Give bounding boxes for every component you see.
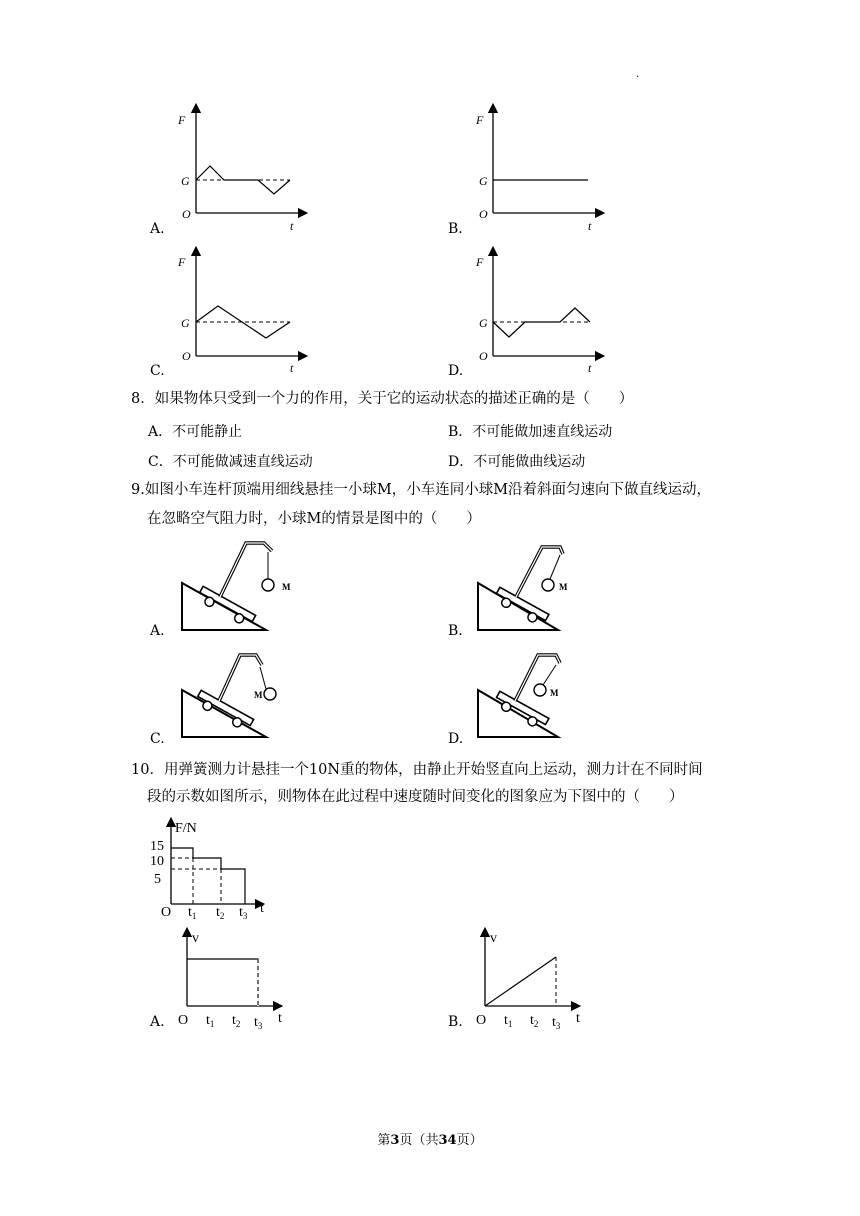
q8-option-d[interactable]: D．不可能做曲线运动: [448, 454, 586, 470]
y-axis-label: F: [476, 113, 484, 127]
q10-stem-line1: [131, 760, 703, 780]
x-tick-label: $t_1$: [504, 1013, 513, 1029]
origin-label: O: [182, 349, 191, 363]
q9-option-b[interactable]: B.: [448, 623, 463, 639]
page-marker: ·: [636, 72, 640, 83]
x-axis-label: t: [576, 1011, 580, 1026]
x-axis-label: t: [290, 219, 294, 233]
q10-force-graph: [140, 812, 290, 922]
origin-label: O: [178, 1013, 189, 1028]
q8-stem: [131, 389, 633, 409]
q7-option-b[interactable]: B.: [448, 221, 463, 237]
total-pages: 34: [438, 1133, 457, 1148]
q8-option-b[interactable]: B．不可能做加速直线运动: [448, 424, 613, 440]
q7-option-c[interactable]: C.: [150, 363, 165, 379]
q7-graph-c: [177, 251, 303, 375]
x-axis-label: t: [278, 1011, 282, 1026]
q8-option-c[interactable]: C．不可能做减速直线运动: [148, 454, 313, 470]
question-text: 如果物体只受到一个力的作用，关于它的运动状态的描述正确的是（ ）: [154, 391, 634, 407]
question-number: 8．: [131, 391, 155, 407]
origin-label: O: [161, 905, 172, 920]
q9-option-a[interactable]: A.: [150, 623, 165, 639]
origin-label: O: [182, 207, 191, 221]
y-axis-label: F/N: [175, 821, 197, 836]
y-tick-label: 10: [150, 854, 164, 869]
y-axis-label: v: [192, 931, 199, 946]
q7-graphs: [0, 0, 860, 390]
question-text: 用弹簧测力计悬挂一个10N重的物体，由静止开始竖直向上运动，测力计在不同时间: [163, 762, 703, 778]
q10-graph-a: [170, 926, 300, 1036]
origin-label: O: [479, 349, 488, 363]
q7-graph-a: [177, 108, 303, 233]
x-tick-label: $t_2$: [232, 1013, 241, 1029]
level-label: G: [479, 316, 488, 330]
x-tick-label: $t_2$: [530, 1013, 539, 1029]
page-footer: 第3页（共34页）: [377, 1133, 483, 1148]
y-axis-label: F: [178, 113, 186, 127]
q9-stem-line2: 在忽略空气阻力时，小球M的情景是图中的（ ）: [147, 511, 481, 527]
x-tick-label: $t_2$: [216, 905, 225, 921]
level-label: G: [181, 316, 190, 330]
q10-option-a[interactable]: A.: [150, 1014, 165, 1030]
x-tick-label: $t_1$: [206, 1013, 215, 1029]
q10-option-b[interactable]: B.: [448, 1014, 463, 1030]
q9-figure-d: [478, 655, 560, 737]
origin-label: O: [479, 207, 488, 221]
x-tick-label: $t_3$: [254, 1015, 263, 1031]
question-number: 9.: [131, 482, 145, 498]
level-label: G: [479, 174, 488, 188]
q10-stem-line2: 段的示数如图所示，则物体在此过程中速度随时间变化的图象应为下图中的（ ）: [147, 789, 684, 805]
q9-option-d[interactable]: D.: [448, 731, 464, 747]
q9-figures: [0, 535, 860, 750]
ball-label: M: [559, 582, 568, 592]
x-axis-label: t: [260, 901, 264, 916]
x-axis-label: t: [290, 361, 294, 375]
x-tick-label: $t_3$: [239, 905, 248, 921]
y-axis-label: F: [178, 255, 186, 269]
q10-graph-b: [468, 926, 598, 1036]
q9-figure-a: [182, 543, 291, 630]
q9-figure-c: [182, 655, 276, 737]
y-axis-label: F: [476, 255, 484, 269]
x-tick-label: $t_1$: [188, 905, 197, 921]
question-number: 10．: [131, 762, 164, 778]
x-axis-label: t: [588, 219, 592, 233]
q7-graph-b: [475, 108, 600, 233]
q7-option-a[interactable]: A.: [150, 221, 165, 237]
q9-option-c[interactable]: C.: [150, 731, 165, 747]
q7-option-d[interactable]: D.: [448, 363, 464, 379]
q9-figure-b: [478, 547, 568, 630]
x-tick-label: $t_3$: [552, 1015, 561, 1031]
q9-stem-line1: [131, 480, 711, 500]
y-tick-label: 15: [150, 839, 164, 854]
level-label: G: [181, 174, 190, 188]
question-text: 如图小车连杆顶端用细线悬挂一小球M，小车连同小球M沿着斜面匀速向下做直线运动，: [144, 482, 712, 498]
current-page: 3: [390, 1133, 400, 1148]
origin-label: O: [476, 1013, 487, 1028]
ball-label: M: [254, 690, 263, 700]
y-tick-label: 5: [154, 872, 161, 887]
q7-graph-d: [475, 251, 600, 375]
q8-option-a[interactable]: A．不可能静止: [148, 424, 243, 440]
ball-label: M: [282, 582, 291, 592]
y-axis-label: v: [490, 931, 497, 946]
ball-label: M: [550, 688, 559, 698]
x-axis-label: t: [588, 361, 592, 375]
